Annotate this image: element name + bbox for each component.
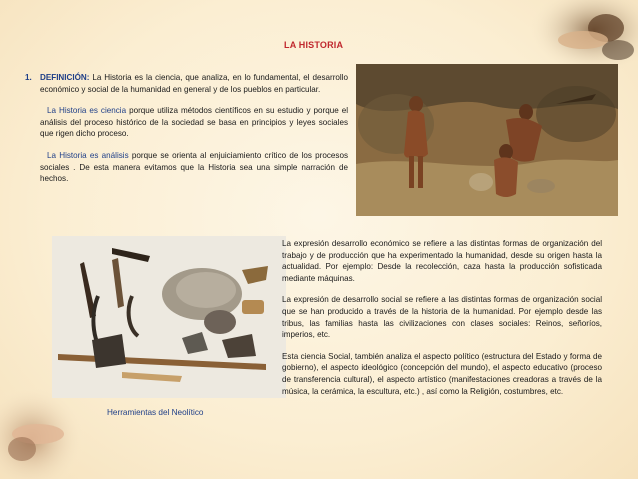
right-text-block bbox=[282, 238, 602, 397]
corner-photo-bottom bbox=[0, 389, 90, 479]
definition-paragraph bbox=[40, 72, 348, 95]
analysis-text: porque se orienta al enjuiciamiento crítico de los procesos sociales . De esta manera evitamos que la Historia sea una simple narración de hechos. bbox=[40, 150, 348, 184]
other-aspects-paragraph: Esta ciencia Social, también analiza el aspecto político (estructura del Estado y forma de gobierno), el aspecto ideológico (concepción del mundo), el aspecto educativo (proceso de transferencia cultural), el aspecto artístico (manifestaciones creadoras a través de la música, la cerámica, la escultura, etc.) , así como la Religión, costumbres, etc. bbox=[282, 351, 602, 396]
tools-caption: Herramientas del Neolítico bbox=[107, 408, 204, 417]
social-paragraph: La expresión de desarrollo social se refiere a las distintas formas de organización social que se han producido a través de la historia de la humanidad. Por ejemplo desde las tribus, las familias hasta las civilizaciones con clases sociales: Reinos, señoríos, imperios, etc. bbox=[282, 295, 602, 340]
science-paragraph bbox=[40, 105, 348, 140]
neolithic-tools-image bbox=[52, 236, 286, 398]
analysis-paragraph bbox=[40, 150, 348, 185]
page-title: LA HISTORIA bbox=[284, 40, 344, 50]
definition-text: La Historia es la ciencia, que analiza, en lo fundamental, el desarrollo económico y social de la humanidad en general y de los pueblos en particular. bbox=[40, 73, 348, 94]
definition-label: DEFINICIÓN: bbox=[40, 73, 90, 82]
science-text: porque utiliza métodos científicos en su estudio y porque el análisis del proceso histórico de la sociedad se basa en principios y leyes sociales que rigen dicho proceso. bbox=[40, 106, 348, 139]
economic-paragraph: La expresión desarrollo económico se refiere a las distintas formas de organización del trabajo y de producción que ha experimentado la humanidad, desde su origen hasta la actualidad. Por ejemplo: Desde la recolección, caza hasta la producción sofisticada mediante máquinas. bbox=[282, 239, 602, 283]
science-lead: La Historia es ciencia bbox=[47, 106, 127, 116]
prehistoric-people-image bbox=[356, 64, 618, 216]
definition-number: 1. bbox=[25, 73, 32, 82]
analysis-lead: La Historia es análisis bbox=[47, 150, 129, 160]
definition-block bbox=[25, 72, 348, 185]
